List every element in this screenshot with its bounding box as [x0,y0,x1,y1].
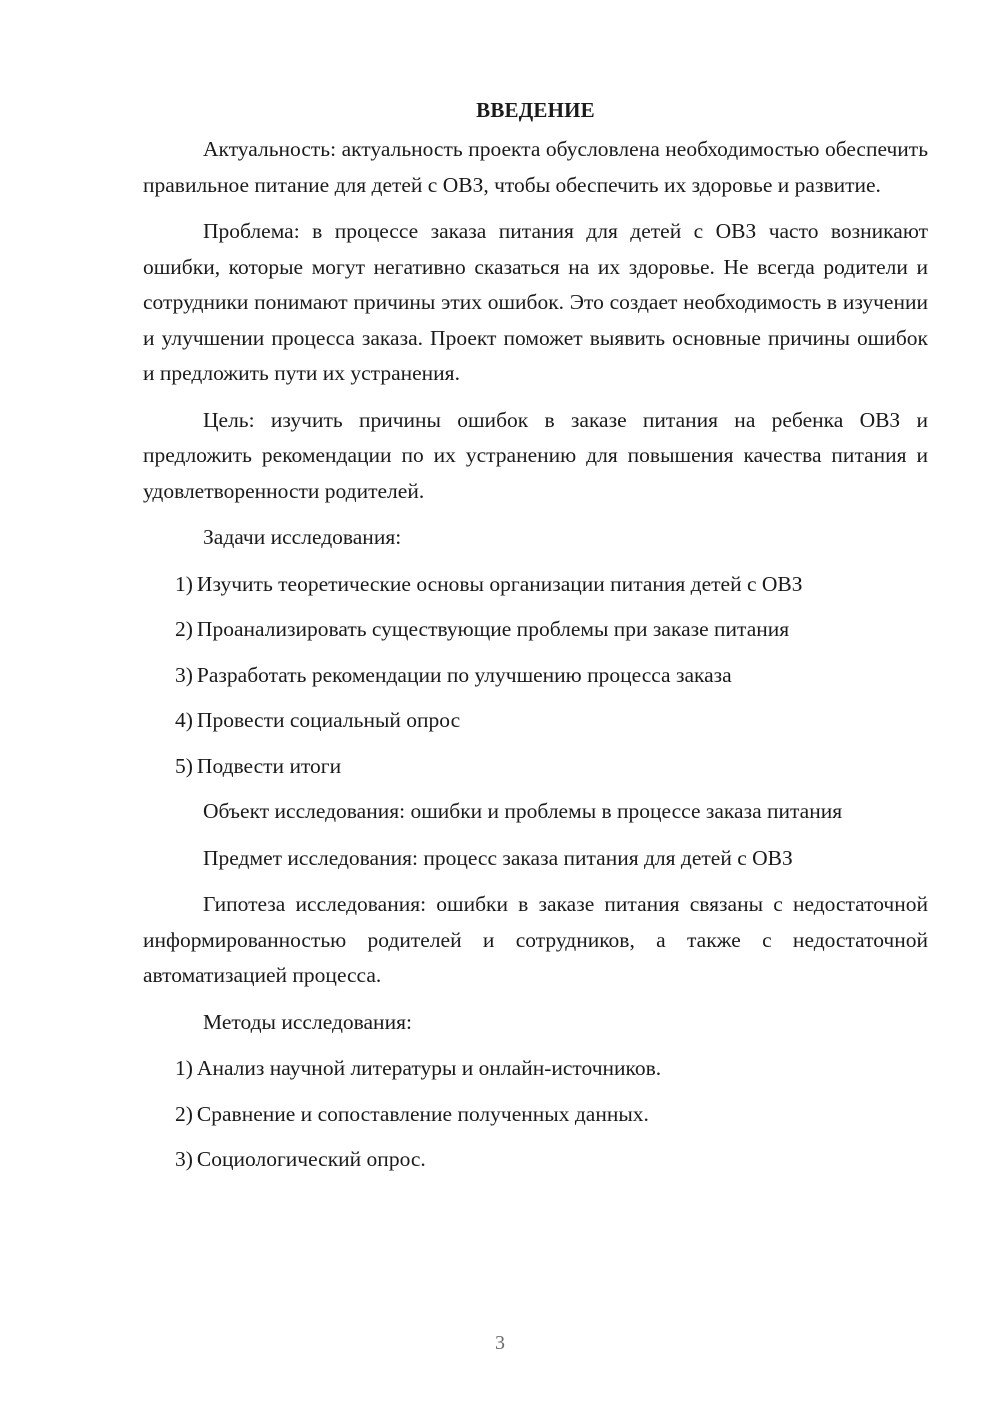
method-number: 1) [175,1056,193,1080]
task-text: Разработать рекомендации по улучшению процесса заказа [196,662,732,687]
method-text: Анализ научной литературы и онлайн-источников. [196,1056,662,1080]
page-number: 3 [495,1332,505,1354]
task-text: Провести социальный опрос [196,708,461,732]
method-item [143,1051,928,1087]
tasks-list [143,567,928,785]
task-text: Проанализировать существующие проблемы при заказе питания [196,617,790,641]
document-page [143,92,928,1188]
task-item [143,567,928,603]
task-number: 2) [175,617,193,641]
problem-paragraph: Проблема: в процессе заказа питания для детей с ОВЗ часто возникают ошибки, которые могут негативно сказаться на их здоровье. Не всегда родители и сотрудники понимают причины этих ошибок. Это создает необходимость в изучении и улучшении процесса заказа. Проект поможет выявить основные причины ошибок и предложить пути их устранения. [143,219,928,385]
task-text: Изучить теоретические основы организации питания детей с ОВЗ [196,571,803,596]
task-number: 4) [175,708,193,732]
task-item [143,703,928,739]
goal-paragraph: Цель: изучить причины ошибок в заказе питания на ребенка ОВЗ и предложить рекомендации по их устранению для повышения качества питания и удовлетворенности родителей. [143,407,928,503]
page-title: ВВЕДЕНИЕ [476,98,595,122]
method-number: 3) [175,1147,193,1171]
hypothesis-paragraph: Гипотеза исследования: ошибки в заказе питания связаны с недостаточной информированностью родителей и сотрудников, а также с недостаточной автоматизацией процесса. [143,892,928,987]
methods-list [143,1051,928,1178]
object-paragraph: Объект исследования: ошибки и проблемы в процессе заказа питания [203,799,843,823]
tasks-heading: Задачи исследования: [203,525,402,549]
task-number: 3) [175,662,193,687]
task-text: Подвести итоги [196,753,342,778]
task-item [143,749,928,785]
methods-heading: Методы исследования: [203,1009,412,1034]
task-item [143,612,928,648]
task-item [143,658,928,694]
task-number: 1) [175,571,193,596]
method-number: 2) [175,1101,193,1126]
task-number: 5) [175,753,193,778]
method-item [143,1097,928,1133]
method-item [143,1142,928,1178]
subject-paragraph: Предмет исследования: процесс заказа питания для детей с ОВЗ [203,845,793,870]
method-text: Сравнение и сопоставление полученных данных. [196,1101,649,1126]
method-text: Социологический опрос. [196,1147,426,1171]
relevance-paragraph: Актуальность: актуальность проекта обусловлена необходимостью обеспечить правильное питание для детей с ОВЗ, чтобы обеспечить их здоровье и развитие. [143,137,928,197]
